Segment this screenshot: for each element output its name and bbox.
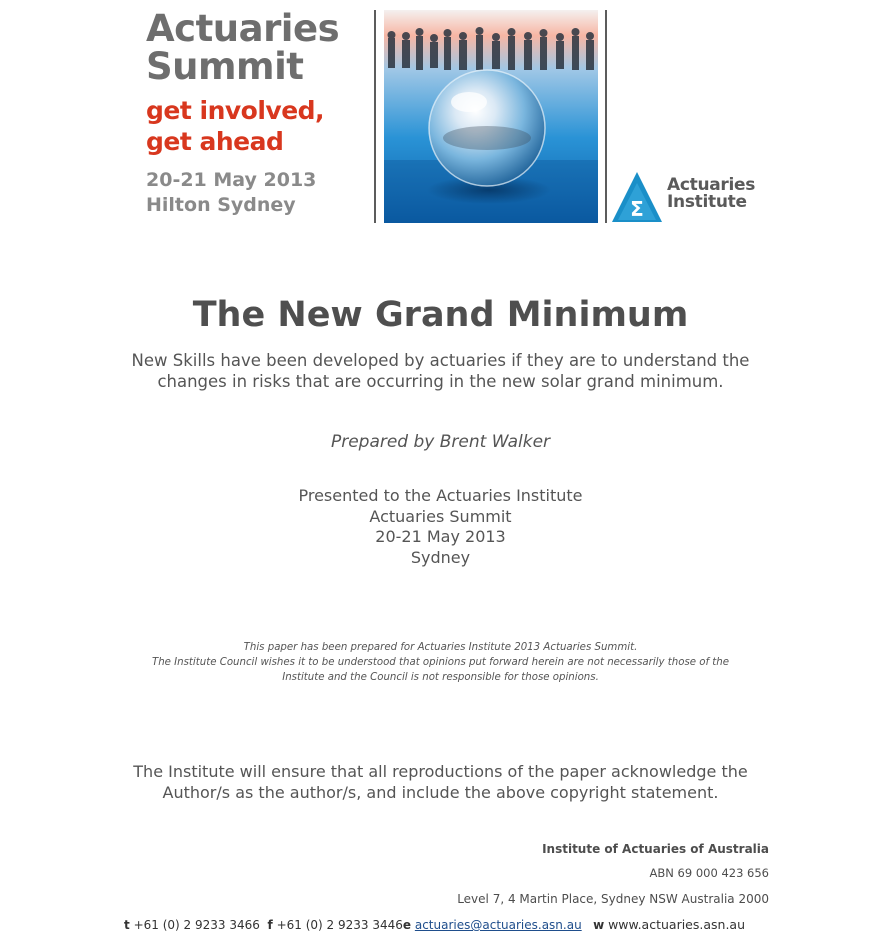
presented-line-2: Actuaries Summit [369, 506, 512, 526]
subtitle-line-2: changes in risks that are occurring in the new solar grand minimum. [157, 372, 724, 391]
logo-wordmark [667, 177, 755, 211]
event-date: 20-21 May 2013 [146, 169, 317, 191]
disclaimer [0, 640, 881, 685]
copyright-line-1: The Institute will ensure that all reproductions of the paper acknowledge the [133, 762, 748, 781]
email-label: e [402, 918, 412, 932]
fax-number: +61 (0) 2 9233 3446 [276, 918, 403, 932]
logo-word-2: Institute [667, 192, 747, 212]
subtitle-line-1: New Skills have been developed by actuaries if they are to understand the [131, 351, 750, 370]
web-label: w [593, 918, 605, 932]
crystal-ball-illustration [384, 10, 598, 223]
crystal-ball-photo [384, 10, 598, 223]
document-subtitle [0, 350, 881, 392]
sigma-triangle-icon [611, 171, 663, 223]
copyright-line-2: Author/s as the author/s, and include the above copyright statement. [162, 782, 719, 802]
prepared-by: Prepared by Brent Walker [330, 432, 551, 452]
web-address[interactable]: www.actuaries.asn.au [608, 917, 746, 932]
actuaries-institute-logo [611, 171, 771, 223]
phone-label: t [124, 918, 130, 932]
logo-sigma-symbol: Σ [630, 197, 644, 221]
brand-line-1: Actuaries [146, 7, 340, 50]
fax-label: f [267, 918, 273, 932]
document-title: The New Grand Minimum [192, 295, 689, 335]
presented-block [0, 486, 881, 568]
disclaimer-line-1: This paper has been prepared for Actuaries Institute 2013 Actuaries Summit. [243, 642, 638, 653]
tagline-line-2: get ahead [146, 127, 284, 156]
event-venue: Hilton Sydney [146, 194, 296, 216]
footer-abn: ABN 69 000 423 656 [649, 866, 769, 880]
copyright-statement [0, 762, 881, 803]
disclaimer-line-2: The Institute Council wishes it to be understood that opinions put forward herein are not necessarily those of the [151, 657, 730, 668]
logo-word-1: Actuaries [667, 175, 756, 195]
email-link[interactable]: actuaries@actuaries.asn.au [414, 918, 582, 932]
banner-divider-left [374, 10, 376, 223]
footer-address: Level 7, 4 Martin Place, Sydney NSW Australia 2000 [457, 892, 769, 906]
tagline-line-1: get involved, [146, 96, 325, 125]
presented-line-4: Sydney [410, 547, 471, 567]
presented-line-1: Presented to the Actuaries Institute [298, 486, 583, 505]
summit-banner-text [146, 7, 371, 218]
phone-number: +61 (0) 2 9233 3466 [133, 918, 260, 932]
footer-contact-line [124, 917, 745, 932]
brand-line-2: Summit [146, 45, 304, 88]
presented-line-3: 20-21 May 2013 [375, 527, 506, 546]
footer-organisation: Institute of Actuaries of Australia [542, 842, 769, 856]
banner-divider-right [605, 10, 607, 223]
disclaimer-line-3: Institute and the Council is not responsible for those opinions. [282, 672, 599, 683]
